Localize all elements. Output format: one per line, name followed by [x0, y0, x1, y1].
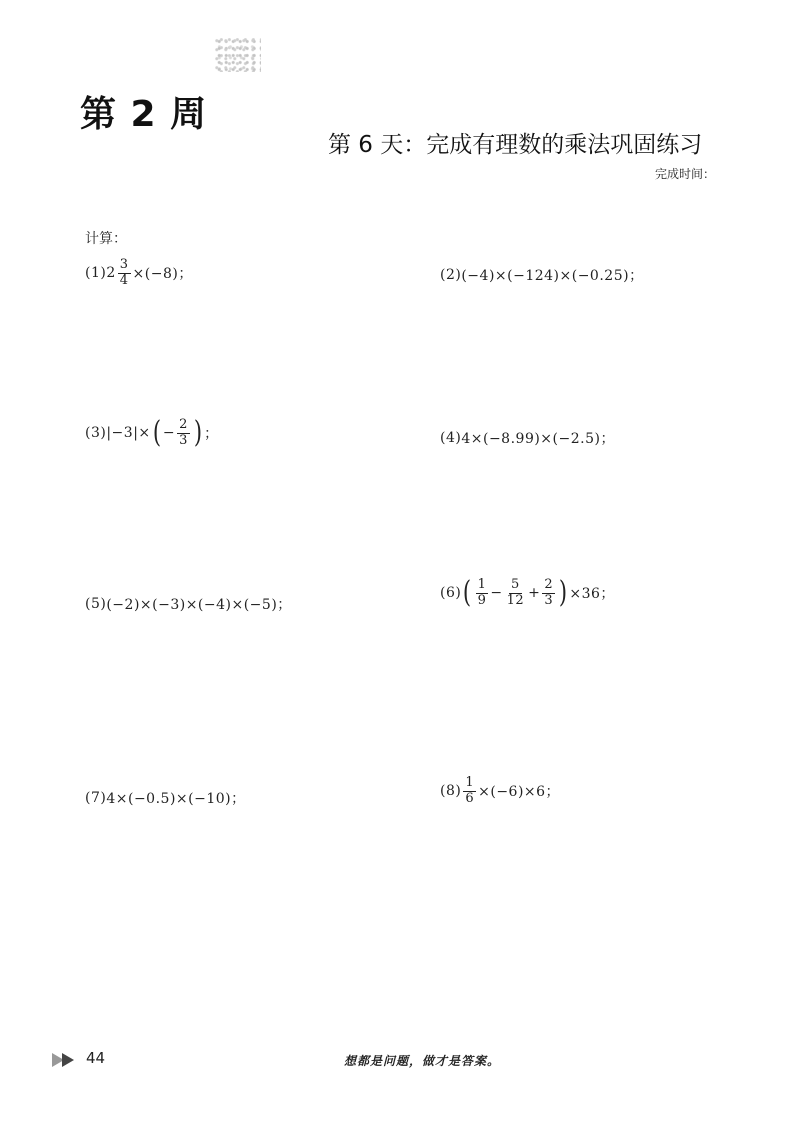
fraction-denominator: 3: [544, 592, 554, 608]
problem-label: (8): [440, 783, 462, 800]
problem-label: (4): [440, 430, 462, 446]
operator: −: [490, 585, 503, 602]
fraction-denominator: 9: [477, 592, 487, 608]
fraction-denominator: 4: [119, 272, 129, 288]
mixed-whole: 2: [106, 265, 116, 282]
problem-7: [85, 788, 246, 808]
fraction: [542, 578, 555, 609]
problem-expression: ×36；: [569, 586, 615, 603]
fraction: [177, 418, 190, 449]
problem-label: (3): [85, 425, 107, 442]
left-paren: (: [463, 575, 472, 611]
fraction-denominator: 3: [179, 432, 188, 448]
problem-label: (1): [85, 265, 107, 282]
fraction-denominator: 12: [506, 592, 525, 608]
operator: +: [528, 585, 541, 602]
fraction-numerator: 2: [179, 417, 188, 432]
problem-3: [85, 415, 219, 451]
completion-time-label: 完成时间：: [655, 167, 716, 181]
double-play-arrow-icon: [52, 1053, 82, 1067]
footer-slogan: 想都是问题，做才是答案。: [344, 1054, 501, 1068]
problem-6: [440, 575, 615, 611]
fraction-numerator: 5: [510, 577, 520, 592]
right-paren: ): [558, 575, 568, 611]
problem-expression: 4×(−0.5)×(−10)；: [106, 791, 246, 807]
problem-1: [85, 258, 193, 289]
fraction: [505, 578, 527, 609]
fraction-numerator: 2: [544, 577, 554, 592]
problem-expression: ×(−6)×6；: [478, 784, 561, 801]
problem-label: (6): [440, 585, 462, 602]
fraction-numerator: 1: [465, 775, 475, 790]
problem-expression: (−2)×(−3)×(−4)×(−5)；: [106, 597, 292, 613]
page-number: 44: [86, 1049, 106, 1067]
problem-expression: ×(−8)；: [132, 266, 193, 283]
fraction-numerator: 1: [477, 577, 487, 592]
scan-speckle: [215, 38, 261, 72]
problem-4: [440, 428, 615, 448]
problem-2: [440, 265, 644, 285]
fraction: [476, 578, 489, 609]
week-title: 第 2 周: [80, 94, 208, 135]
problem-label: (7): [85, 790, 107, 806]
problem-8: [440, 776, 560, 807]
sign: −: [162, 425, 176, 442]
fraction: [463, 776, 476, 807]
problem-5: [85, 594, 292, 614]
left-paren: (: [152, 415, 162, 451]
fraction-denominator: 6: [465, 790, 475, 806]
problem-label: (2): [440, 267, 462, 283]
fraction-numerator: 3: [119, 257, 129, 272]
problem-expression: (−4)×(−124)×(−0.25)；: [461, 268, 644, 284]
day-title: 第 6 天：完成有理数的乘法巩固练习: [328, 132, 703, 158]
problem-punct: ；: [204, 426, 219, 443]
fraction: [118, 258, 131, 289]
problem-expression: 4×(−8.99)×(−2.5)；: [461, 431, 615, 447]
problem-expression: |−3|×: [106, 425, 151, 442]
problem-label: (5): [85, 596, 107, 612]
instruction-label: 计算：: [85, 231, 127, 247]
right-paren: ): [193, 415, 203, 451]
